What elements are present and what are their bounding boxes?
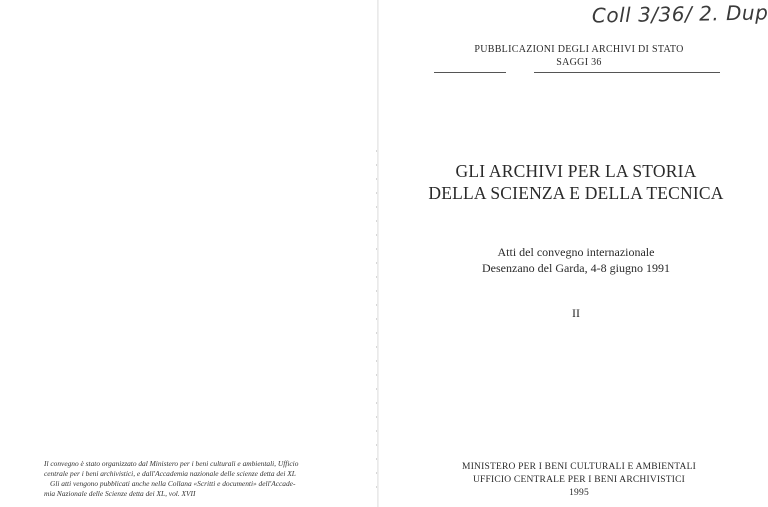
page-gutter (377, 0, 379, 507)
subtitle-line: Desenzano del Garda, 4-8 giugno 1991 (482, 261, 670, 275)
volume-number: II (572, 306, 580, 320)
colophon-line: Il convegno è stato organizzato dal Ministero per i beni culturali e ambientali, Ufficio (44, 459, 299, 468)
handwritten-annotation: Coll 3/36/ 2. Dup (591, 0, 768, 28)
title-line: DELLA SCIENZA E DELLA TECNICA (428, 183, 724, 203)
gutter-shadow (376, 150, 377, 490)
colophon-note (44, 459, 344, 499)
header-rule (434, 72, 720, 73)
publisher-office: UFFICIO CENTRALE PER I BENI ARCHIVISTICI (473, 475, 685, 485)
subtitle-line: Atti del convegno internazionale (497, 245, 655, 259)
publisher-ministry: MINISTERO PER I BENI CULTURALI E AMBIENTALI (462, 462, 696, 472)
series-name: PUBBLICAZIONI DEGLI ARCHIVI DI STATO (474, 44, 684, 55)
book-subtitle (436, 244, 716, 276)
rule-gap (506, 71, 534, 74)
colophon-line: mia Nazionale delle Scienze detta dei XL, vol. XVII (44, 489, 196, 498)
book-title (420, 160, 732, 204)
publication-year: 1995 (569, 488, 589, 498)
colophon-line: Gli atti vengono pubblicati anche nella Collana «Scritti e documenti» dell'Accade- (50, 479, 296, 488)
series-heading (436, 43, 722, 69)
colophon-line: centrale per i beni archivistici, e dall'Accademia nazionale delle scienze detta dei XL (44, 469, 296, 478)
title-line: GLI ARCHIVI PER LA STORIA (455, 161, 697, 181)
publisher-block (430, 461, 728, 500)
series-number: SAGGI 36 (556, 57, 602, 68)
